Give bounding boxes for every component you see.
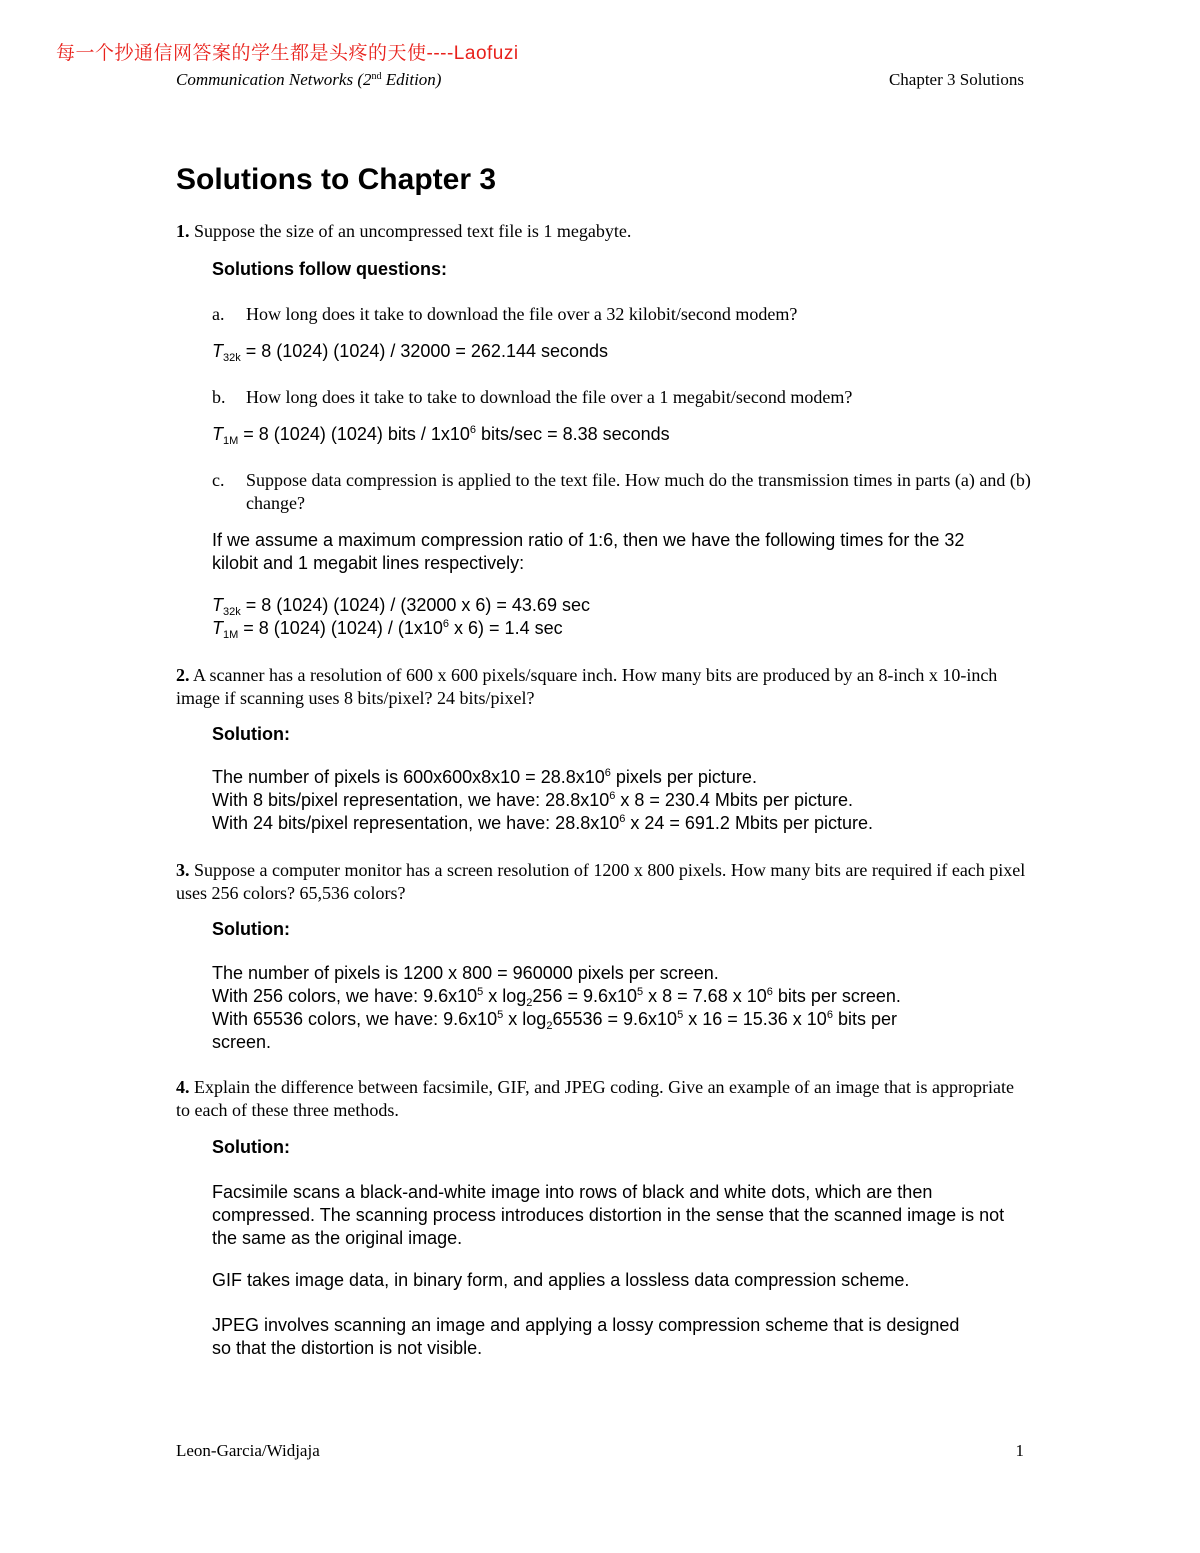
answer-4-gif: GIF takes image data, in binary form, and applies a lossless data compression scheme. — [212, 1270, 910, 1290]
answer-4-facsimile: Facsimile scans a black-and-white image into rows of black and white dots, which are then compressed. The scanning process introduces distortion in the sense that the scanned image is not the same as the original image. — [212, 1182, 1005, 1248]
answer-3-line4: screen. — [212, 1032, 272, 1052]
answer-1a: $T_{32k} = 8$ (1024) (1024) / 32000 = 262.144 seconds — [212, 341, 609, 364]
answer-2-line3: With 24 bits/pixel representation, we have: $28.8x10^6$ x 24 = 691.2 Mbits per picture. — [212, 813, 873, 833]
footer-authors: Leon-Garcia/Widjaja — [176, 1441, 320, 1460]
solution-heading-3: Solution: — [212, 919, 290, 939]
question-1b: b. How long does it take to take to download the file over a 1 megabit/second modem? — [212, 387, 853, 407]
page-number: 1 — [1015, 1441, 1024, 1460]
page-title: Solutions to Chapter 3 — [176, 163, 497, 196]
solution-heading-4: Solution: — [212, 1137, 290, 1157]
running-header-left: Communication Networks (2nd Edition) — [176, 70, 442, 89]
running-header-right: Chapter 3 Solutions — [888, 70, 1024, 89]
question-2: 2. A scanner has a resolution of 600 x 600 pixels/square inch. How many bits are produced by an 8-inch x 10-inch image if scanning uses 8 bits/pixel? 24 bits/pixel? — [176, 665, 998, 708]
question-4: 4. Explain the difference between facsimile, GIF, and JPEG coding. Give an example of an image that is appropriate to each of these three methods. — [176, 1077, 1014, 1120]
question-1: 1. Suppose the size of an uncompressed text file is 1 megabyte. — [176, 221, 632, 241]
question-3: 3. Suppose a computer monitor has a screen resolution of 1200 x 800 pixels. How many bits are required if each pixel uses 256 colors? 65,536 colors? — [176, 860, 1026, 903]
answer-3-line2: With 256 colors, we have: $9.6x10^5$ x $\log_2256 = 9.6x10^5$ x 8 = 7.68 x $10^6$ bits per screen. — [212, 986, 901, 1009]
answer-4-jpeg: JPEG involves scanning an image and applying a lossy compression scheme that is designed so that the distortion is not visible. — [212, 1315, 960, 1358]
answer-2-line1: The number of pixels is $600x600x8x10 = 28.8x10^6$ pixels per picture. — [212, 767, 757, 787]
answer-2-line2: With 8 bits/pixel representation, we have: $28.8x10^6$ x 8 = 230.4 Mbits per picture. — [212, 790, 853, 810]
answer-3-line3: With 65536 colors, we have: $9.6x10^5$ x $\log_265536 = 9.6x10^5$ x 16 = 15.36 x $10^6$ bits per — [212, 1009, 897, 1032]
answer-1b: $T_{1M} = 8$ (1024) (1024) bits / $1x10^6$ bits/sec = 8.38 seconds — [212, 424, 670, 447]
answer-3-line1: The number of pixels is 1200 x 800 = 960000 pixels per screen. — [212, 963, 719, 983]
question-1a: a. How long does it take to download the file over a 32 kilobit/second modem? — [212, 304, 798, 324]
answer-1c-eq2: $T_{1M} = 8$ (1024) $(1024) / (1x10^6$ x 6) = 1.4 sec — [212, 618, 563, 641]
answer-1c-text: If we assume a maximum compression ratio of 1:6, then we have the following times for the 32 kilobit and 1 megabit lines respectively: — [212, 530, 965, 573]
solution-heading-2: Solution: — [212, 724, 290, 744]
solutions-heading: Solutions follow questions: — [212, 259, 447, 279]
answer-1c-eq1: $T_{32k} = 8$ (1024) (1024) / (32000 x 6) = 43.69 sec — [212, 595, 590, 618]
question-1c: c. Suppose data compression is applied to the text file. How much do the transmission times in parts (a) and (b) change? — [212, 470, 1031, 513]
watermark: 每一个抄通信网答案的学生都是头疼的天使----Laofuzi — [56, 43, 519, 64]
